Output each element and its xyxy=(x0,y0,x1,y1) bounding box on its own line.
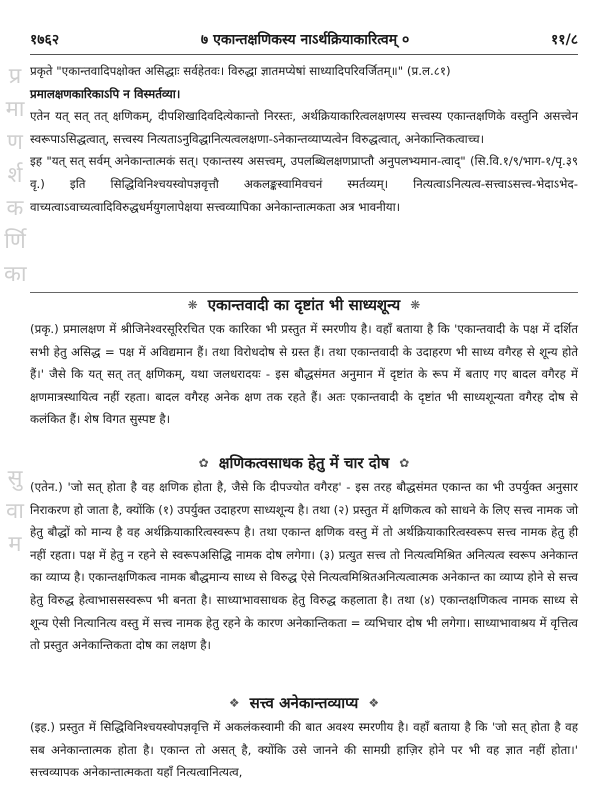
section-1-para: (प्रकृ.) प्रमालक्षण में श्रीजिनेश्वरसूरिरचित एक कारिका भी प्रस्तुत में स्मरणीय है। वहाँ बताया है कि 'एकान्तवादी के पक्ष में दर्शित सभी हेतु असिद्ध = पक्ष में अविद्यमान हैं। तथा विरोधदोष से ग्रस्त हैं। तथा एकान्तवादी के उदाहरण भी साध्य वगैरह से शून्य होते हैं।' जैसे कि यत् सत् तत् क्षणिकम्, यथा जलधरादयः - इस बौद्धसंमत अनुमान में दृष्टांत के रूप में बताए गए बादल वगैरह में क्षणमात्रस्थायित्व नहीं रहता। बादल वगैरह अनेक क्षण तक रहते हैं। अतः एकान्तवादी के दृष्टांत भी साध्यशून्यता वगैरह दोष से कलंकित हैं। शेष विगत सुस्पष्ट है। xyxy=(30,322,578,427)
section-1-body xyxy=(30,318,578,431)
margin-watermark-top xyxy=(4,60,26,291)
ornament-icon: ✿ xyxy=(399,456,410,470)
ornament-icon: ❖ xyxy=(228,696,240,710)
section-heading-2 xyxy=(30,452,578,474)
sanskrit-para-3: एतेन यत् सत् तत् क्षणिकम्, दीपशिखादिवदित्येकान्तो निरस्तः, अर्थक्रियाकारित्वलक्षणस्य सत्त्वस्य एकान्तक्षणिके वस्तुनि असत्त्वेन स्वरूपाऽसिद्धत्वात्, सत्त्वस्य नित्यताऽनुविद्धानित्यत्वलक्षणा-ऽनेकान्तव्याप्यत्वेन विरुद्धत्वात्, अनेकान्तिकत्वाच्च। xyxy=(30,109,578,146)
sanskrit-para-2: प्रमालक्षणकारिकाऽपि न विस्मर्तव्या। xyxy=(30,86,181,101)
section-2-para: (एतेन.) 'जो सत् होता है वह क्षणिक होता है, जैसे कि दीपज्योत वगैरह' - इस तरह बौद्धसंमत एकान्त का भी उपर्युक्त अनुसार निराकरण हो जाता है, क्योंकि (१) उपर्युक्त उदाहरण साध्यशून्य है। तथा (२) प्रस्तुत में क्षणिकत्व को साधने के लिए सत्त्व नामक जो हेतु बौद्धों को मान्य है वह अर्थक्रियाकारित्वस्वरूप है। तथा एकान्त क्षणिक वस्तु में तो अर्थक्रियाकारित्वस्वरूप सत्त्व नामक हेतु ही नहीं रहता। पक्ष में हेतु न रहने से स्वरूपअसिद्धि नामक दोष लगेगा। (३) प्रत्युत सत्त्व तो नित्यत्वमिश्रित अनित्यत्व स्वरूप अनेकान्त का व्याप्य है। एकान्तक्षणिकत्व नामक बौद्धमान्य साध्य से विरुद्ध ऐसे नित्यत्वमिश्रितअनित्यत्वात्मक अनेकान्त का व्याप्य होने से सत्त्व हेतु विरुद्ध हेत्वाभाससस्वरूप भी बनता है। साध्याभावसाधक हेतु विरुद्ध कहलाता है। तथा (४) एकान्तक्षणिकत्व नामक साध्य से शून्य ऐसी नित्यानित्य वस्तु में सत्त्व नामक हेतु रहने के कारण अनेकान्तिकता = व्यभिचार दोष भी लगेगा। साध्याभावाश्रय में वृत्तित्व तो प्रस्तुत अनेकान्तिकता दोष का लक्षण है। xyxy=(30,480,578,653)
margin-letter: प्र xyxy=(8,64,22,89)
margin-letter: र्श xyxy=(7,163,23,188)
margin-letter: का xyxy=(4,262,27,287)
section-3-para: (इह.) प्रस्तुत में सिद्धिविनिश्चयस्वोपज्ञवृत्ति में अकलंकस्वामी की बात अवश्य स्मरणीय है। वहाँ बताया है कि 'जो सत् होता है वह सब अनेकान्तात्मक होता है। एकान्त तो असत् है, क्योंकि उसे जानने की सामग्री हाज़िर होने पर भी वह ज्ञात नहीं होता।' सत्त्वव्यापक अनेकान्तात्मकता यहाँ नित्यत्वानित्यत्व, xyxy=(30,720,578,780)
section-2-body xyxy=(30,476,578,657)
ornament-icon: ❖ xyxy=(368,696,380,710)
section-divider xyxy=(30,292,578,293)
ornament-icon: ✿ xyxy=(198,456,209,470)
ornament-icon: ❋ xyxy=(410,298,421,312)
page-number-left: १७६२ xyxy=(30,31,60,48)
header-rule xyxy=(30,54,578,55)
margin-letter: र्णि xyxy=(4,229,26,254)
running-title: ७ एकान्तक्षणिकस्य नाऽर्थक्रियाकारित्वम् ० xyxy=(200,31,410,48)
section-heading-3 xyxy=(30,692,578,714)
page-header xyxy=(30,28,578,50)
sanskrit-commentary xyxy=(30,60,578,218)
margin-letter: वा xyxy=(6,499,24,524)
section-heading-1-text: एकान्तवादी का दृष्टांत भी साध्यशून्य xyxy=(207,296,401,314)
sanskrit-para-4: इह "यत् सत् सर्वम् अनेकान्तात्मकं सत्। एकान्तस्य असत्त्वम्, उपलब्धिलक्षणप्राप्तौ अनुपलभ्यमान-त्वाद्" (सि.वि.१/९/भाग-१/पृ.३९ वृ.) इति सिद्धिविनिश्चयस्वोपज्ञवृत्तौ अकलङ्कस्वामिवचनं स्मर्तव्यम्। नित्यत्वाऽनित्यत्व-सत्त्वाऽसत्त्व-भेदाऽभेद-वाच्यत्वाऽवाच्यत्वादिविरुद्धधर्मयुगलापेक्षया सत्त्वव्यापिका अनेकान्तात्मकता अत्र भावनीया। xyxy=(30,154,578,214)
margin-watermark-bottom xyxy=(4,462,26,561)
section-3-body xyxy=(30,716,578,784)
margin-letter: म xyxy=(8,532,22,557)
margin-letter: ण xyxy=(7,130,23,155)
margin-letter: सु xyxy=(7,466,23,491)
sanskrit-para-1: प्रकृते "एकान्तवादिपक्षोक्त असिद्धाः सर्वहेतवः। विरुद्धा ज्ञातमप्येषां साध्यादिपरिवर्जितम्॥" (प्र.ल.८१) xyxy=(30,64,451,78)
section-heading-1 xyxy=(30,294,578,316)
ornament-icon: ❋ xyxy=(187,298,198,312)
page-number-right: ११/८ xyxy=(551,31,578,48)
section-heading-3-text: सत्त्व अनेकान्तव्याप्य xyxy=(249,694,359,712)
section-heading-2-text: क्षणिकत्वसाधक हेतु में चार दोष xyxy=(218,454,390,472)
margin-letter: क xyxy=(6,196,24,221)
margin-letter: मा xyxy=(5,97,25,122)
